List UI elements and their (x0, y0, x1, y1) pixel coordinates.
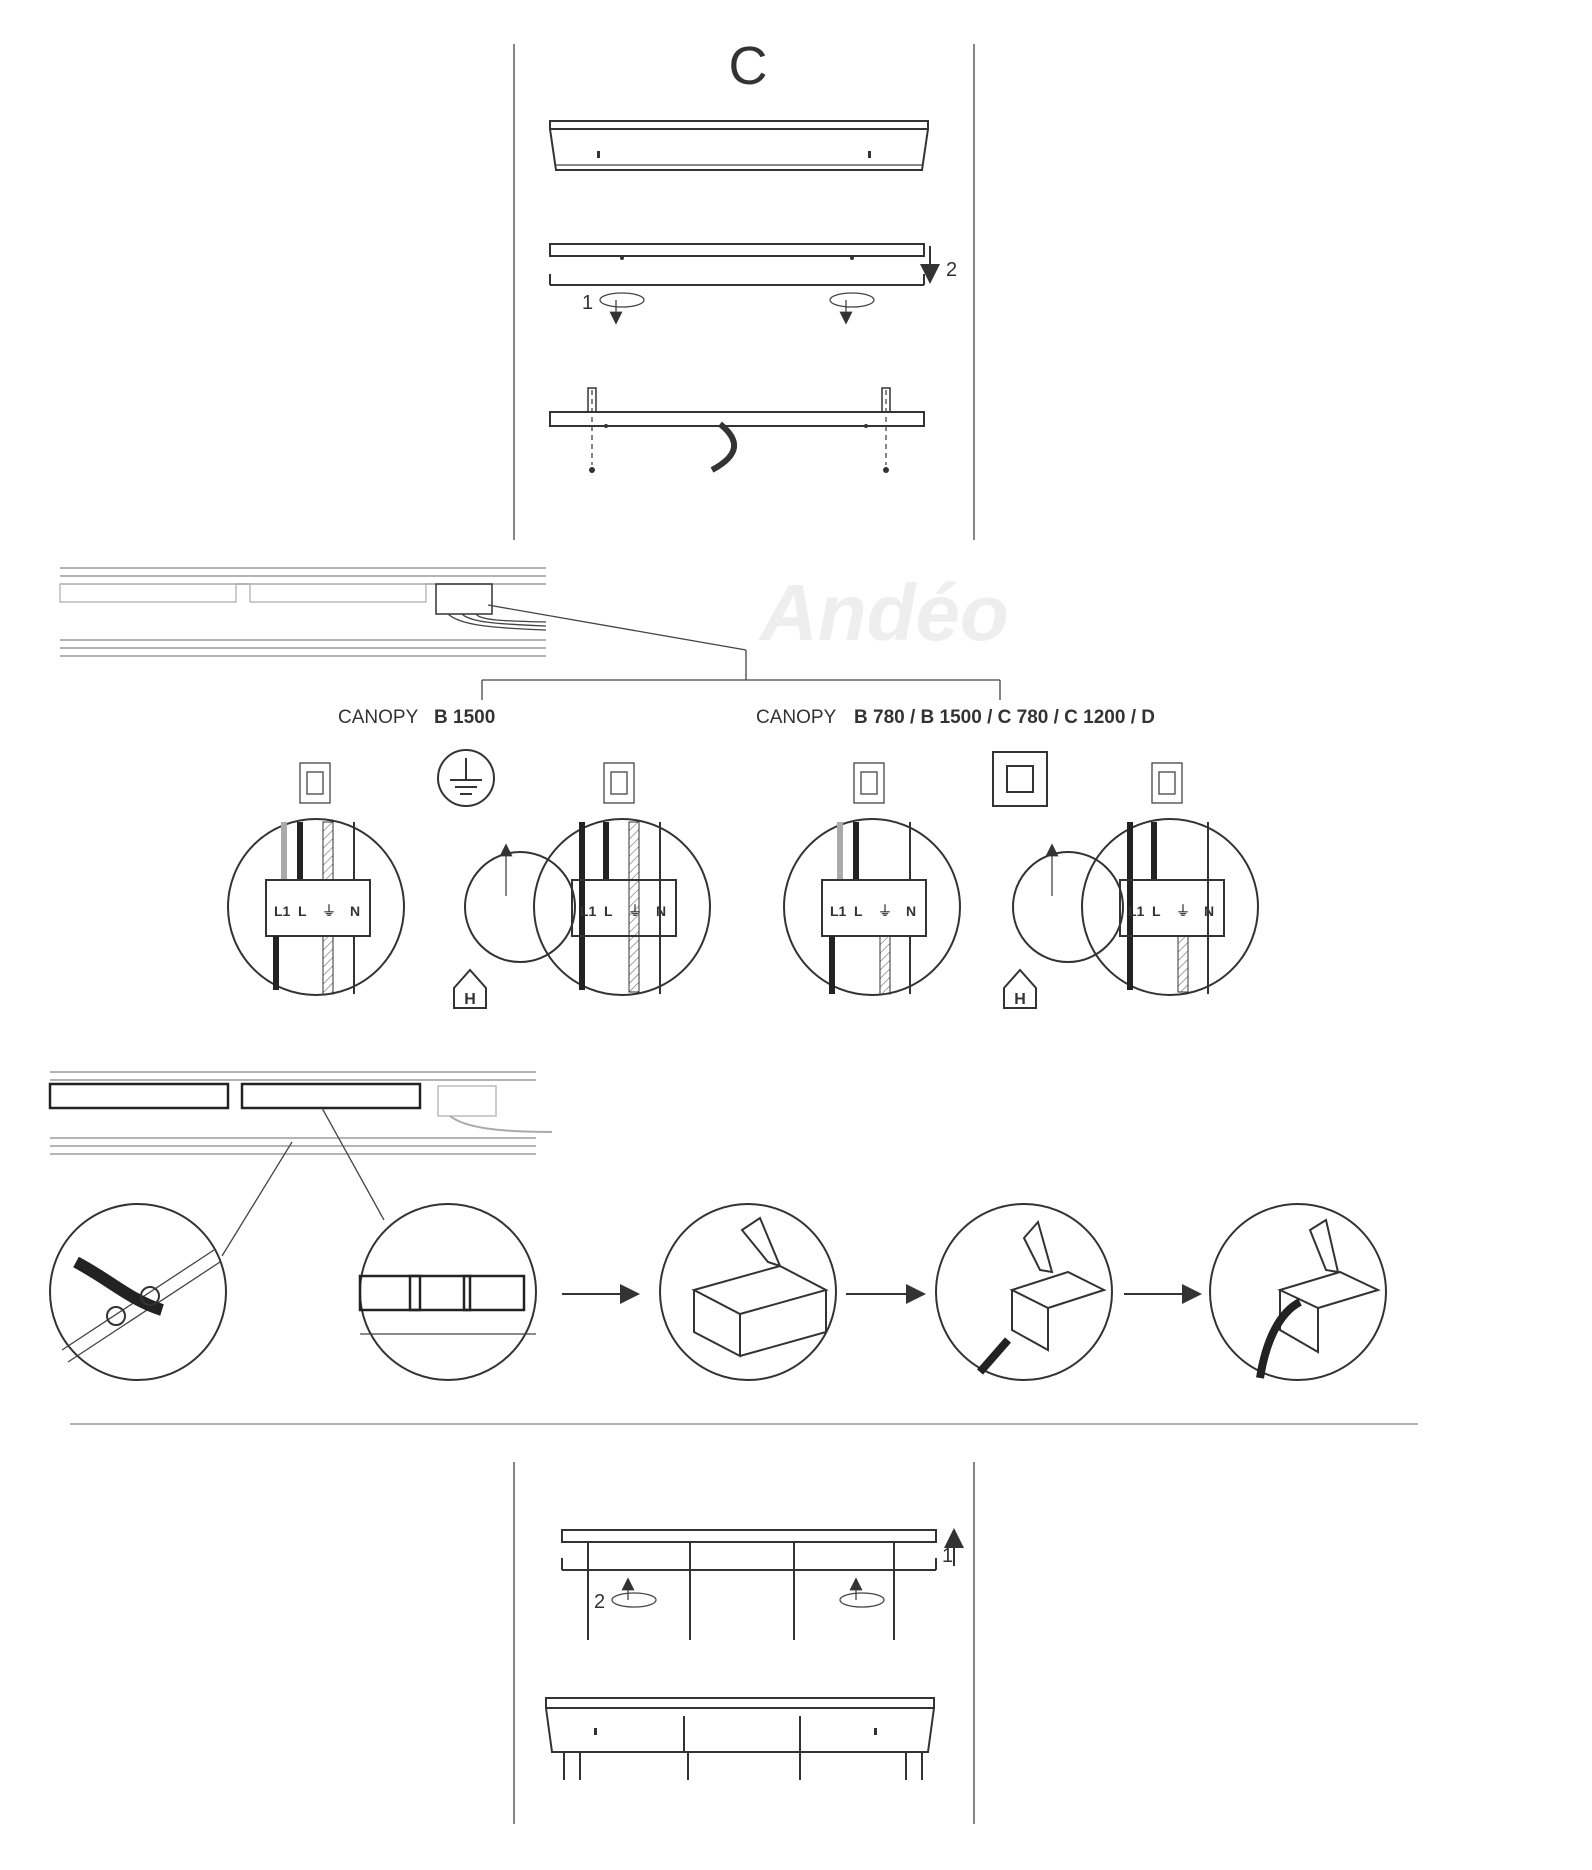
led-profile-bottom (50, 1072, 552, 1256)
svg-text:L1: L1 (274, 903, 291, 919)
svg-text:N: N (906, 903, 917, 919)
detail-lever-open (660, 1204, 836, 1380)
step-lift-number: 1 (942, 1545, 954, 1567)
svg-text:L1: L1 (830, 903, 847, 919)
bottom-section (514, 1462, 974, 1824)
canopy-left-prefix: CANOPY (338, 707, 419, 728)
canopy-right-models: B 780 / B 1500 / C 780 / C 1200 / D (854, 707, 1156, 728)
detail-lever-closed (1210, 1204, 1386, 1380)
svg-text:L: L (854, 903, 863, 919)
detail-connectors (360, 1204, 536, 1380)
svg-text:⏚: ⏚ (878, 903, 892, 919)
double-insulation-icon (993, 752, 1047, 806)
svg-text:N: N (1204, 903, 1215, 919)
svg-text:L: L (1152, 903, 1161, 919)
wiring-circle-4 (1013, 819, 1258, 995)
svg-text:H: H (464, 991, 476, 1008)
svg-text:⏚: ⏚ (1176, 903, 1190, 919)
house-icon (454, 970, 1036, 1008)
wall-switch-icon (300, 763, 1182, 803)
canopy-label-left (338, 707, 495, 728)
svg-text:⏚: ⏚ (628, 903, 642, 919)
watermark: Andéo (760, 568, 1009, 657)
mounting-plate-screws (550, 388, 924, 473)
svg-text:H: H (1014, 991, 1026, 1008)
plate-with-rods (562, 1530, 954, 1640)
top-section (514, 36, 974, 540)
svg-text:⏚: ⏚ (322, 903, 336, 919)
section-letter: C (728, 36, 768, 96)
earth-ground-icon (438, 750, 494, 806)
svg-text:L: L (604, 903, 613, 919)
svg-text:L1: L1 (1128, 903, 1145, 919)
canopy-right-prefix: CANOPY (756, 707, 837, 728)
canopy-label-right (756, 707, 1155, 728)
svg-text:N: N (350, 903, 361, 919)
canopy-left-models: B 1500 (434, 707, 496, 728)
detail-wire-insert (936, 1204, 1112, 1380)
wiring-circle-3 (784, 819, 960, 995)
step-turn-number: 1 (582, 292, 594, 314)
svg-text:L: L (298, 903, 307, 919)
svg-text:N: N (656, 903, 667, 919)
detail-cable-clip (50, 1204, 226, 1380)
assembled-canopy (546, 1698, 934, 1780)
step-lower-number: 2 (946, 259, 958, 281)
wiring-circle-1 (228, 819, 404, 995)
wiring-circle-2 (465, 819, 710, 995)
step-rotate-number: 2 (594, 1591, 606, 1613)
mounting-plate-lowered (550, 244, 957, 322)
canopy-box (550, 121, 928, 170)
svg-text:L1: L1 (580, 903, 597, 919)
